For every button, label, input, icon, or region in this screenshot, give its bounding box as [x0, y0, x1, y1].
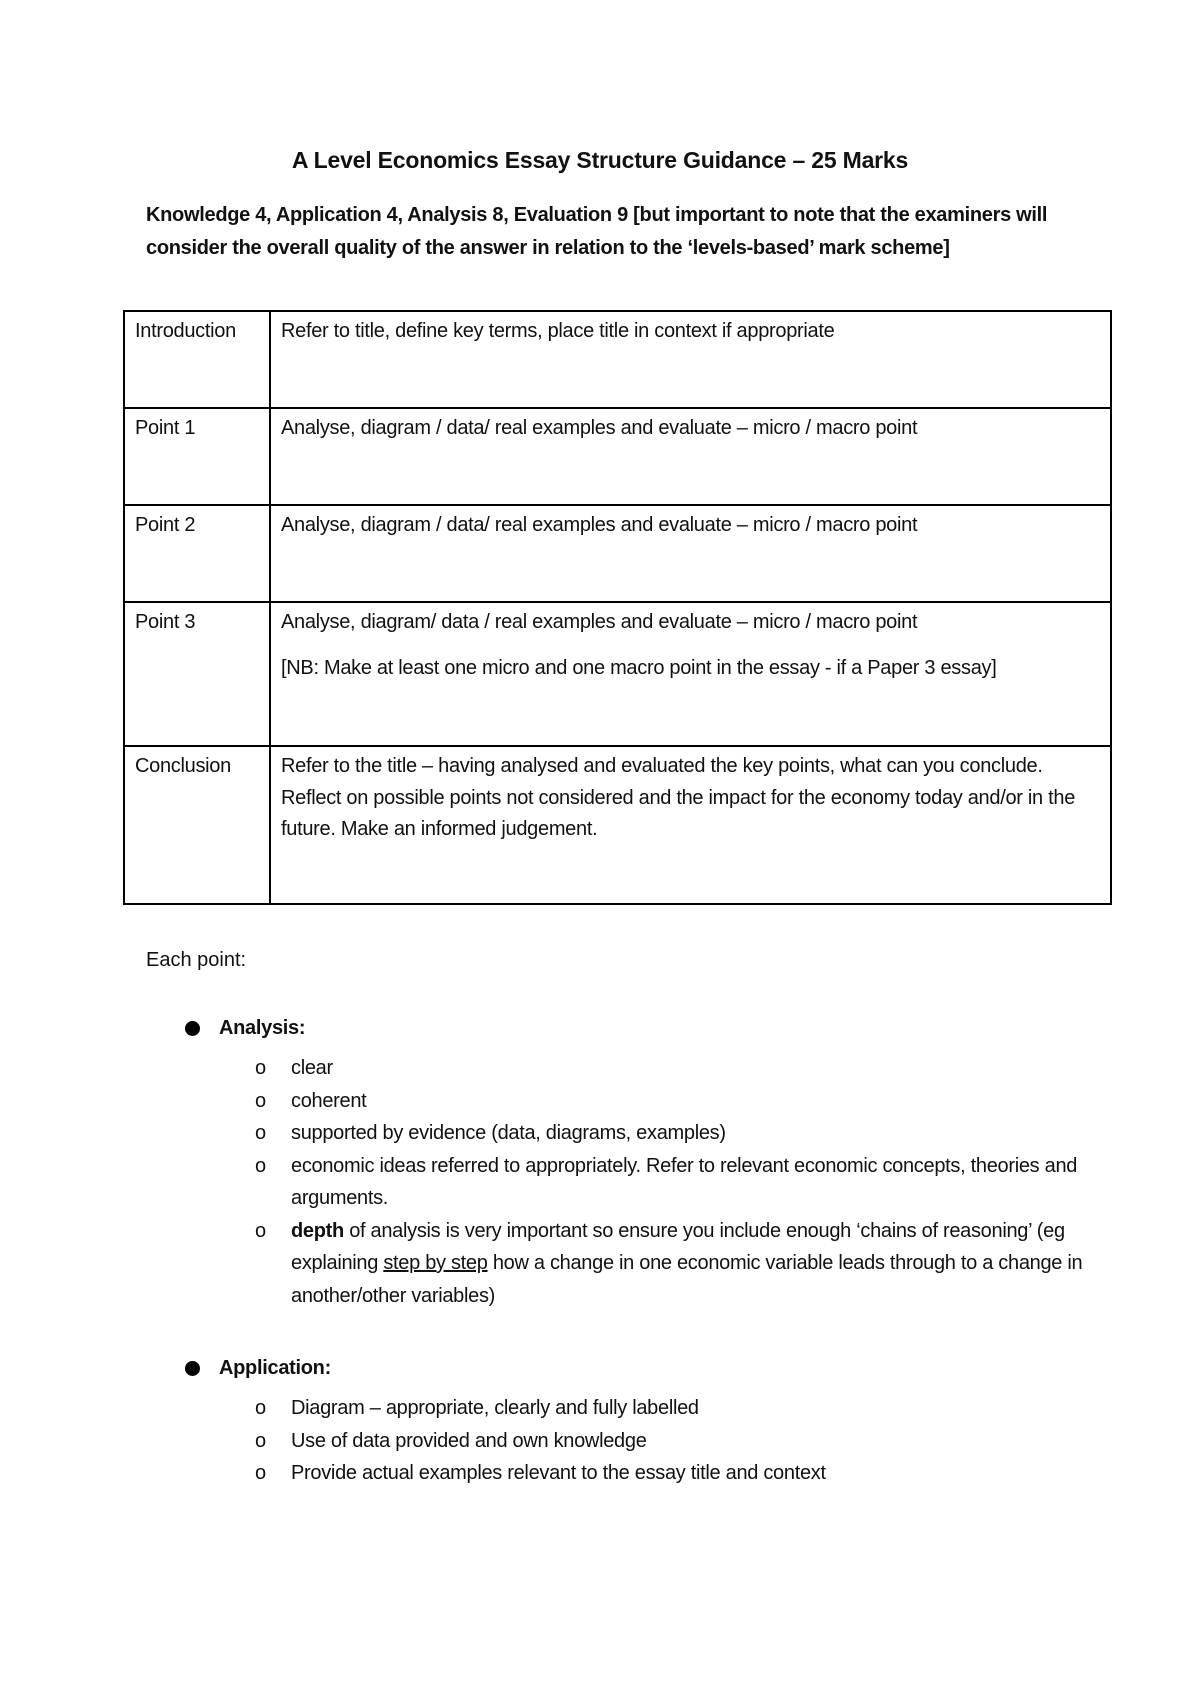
list-item — [185, 1117, 1085, 1150]
page-title: A Level Economics Essay Structure Guidance – 25 Marks — [291, 147, 909, 173]
depth-bold-text: depth — [291, 1219, 344, 1242]
row-label: Introduction — [124, 311, 270, 408]
table-row — [124, 602, 1111, 746]
list-item-text: Provide actual examples relevant to the essay title and context — [291, 1462, 826, 1484]
list-item-text: economic ideas referred to appropriately. Refer to relevant economic concepts, theories and arguments. — [291, 1154, 1078, 1209]
circle-bullet-icon: o — [255, 1122, 266, 1144]
table-row — [124, 408, 1111, 505]
list-item-text: coherent — [291, 1089, 367, 1112]
bullet-dot-icon — [185, 1021, 200, 1036]
list-item — [185, 1085, 1085, 1118]
application-list — [185, 1392, 1085, 1490]
list-item — [185, 1425, 1085, 1458]
application-section — [185, 1352, 1085, 1490]
depth-text-before: of analysis is very important so ensure you include enough ‘chains of reasoning’ (eg explaining — [291, 1219, 1065, 1274]
list-item-text: supported by evidence (data, diagrams, examples) — [291, 1122, 726, 1144]
analysis-section — [185, 1012, 1085, 1312]
analysis-list — [185, 1052, 1085, 1312]
table-row — [124, 505, 1111, 602]
row-note: [NB: Make at least one micro and one macro point in the essay - if a Paper 3 essay] — [281, 656, 997, 679]
row-cell — [270, 602, 1111, 746]
application-heading-text: Application: — [219, 1357, 331, 1379]
circle-bullet-icon: o — [255, 1089, 266, 1112]
circle-bullet-icon: o — [255, 1057, 266, 1079]
table-row — [124, 746, 1111, 904]
analysis-heading-text: Analysis: — [219, 1017, 306, 1039]
application-heading — [185, 1352, 1085, 1384]
mark-allocation-text: Knowledge 4, Application 4, Analysis 8, Evaluation 9 [but important to note that the examiners will consider the overall quality of the answer in relation to the ‘levels-based’ mark scheme] — [146, 204, 1048, 259]
row-label: Point 2 — [124, 505, 270, 602]
list-item — [185, 1150, 1085, 1215]
circle-bullet-icon: o — [255, 1154, 266, 1177]
row-text: Analyse, diagram / data/ real examples and evaluate – micro / macro point — [270, 408, 1111, 505]
circle-bullet-icon: o — [255, 1219, 266, 1242]
row-label: Conclusion — [124, 746, 270, 904]
list-item — [185, 1052, 1085, 1085]
list-item-text: Diagram – appropriate, clearly and fully labelled — [291, 1397, 699, 1419]
row-text: Analyse, diagram / data/ real examples and evaluate – micro / macro point — [270, 505, 1111, 602]
circle-bullet-icon: o — [255, 1429, 266, 1452]
essay-structure-table — [123, 310, 1112, 905]
depth-text-after: how a change in one economic variable leads through to a change in another/other variables) — [291, 1252, 1083, 1307]
row-text: Refer to the title – having analysed and evaluated the key points, what can you conclude. Reflect on possible points not considered and the impact for the economy today and/or in the future. Make an informed judgement. — [270, 746, 1111, 904]
list-item — [185, 1392, 1085, 1425]
row-label: Point 1 — [124, 408, 270, 505]
list-item — [185, 1457, 1085, 1490]
bullet-dot-icon — [185, 1361, 200, 1376]
circle-bullet-icon: o — [255, 1462, 266, 1484]
row-text: Analyse, diagram/ data / real examples and evaluate – micro / macro point — [281, 611, 918, 633]
list-item-text: Use of data provided and own knowledge — [291, 1429, 647, 1452]
circle-bullet-icon: o — [255, 1397, 266, 1419]
step-by-step-underlined: step by step — [383, 1252, 488, 1274]
list-item-text: clear — [291, 1057, 333, 1079]
table-row — [124, 311, 1111, 408]
row-text: Refer to title, define key terms, place title in context if appropriate — [270, 311, 1111, 408]
list-item — [185, 1215, 1085, 1313]
row-label: Point 3 — [124, 602, 270, 746]
analysis-heading — [185, 1012, 1085, 1044]
each-point-label: Each point: — [146, 949, 247, 971]
